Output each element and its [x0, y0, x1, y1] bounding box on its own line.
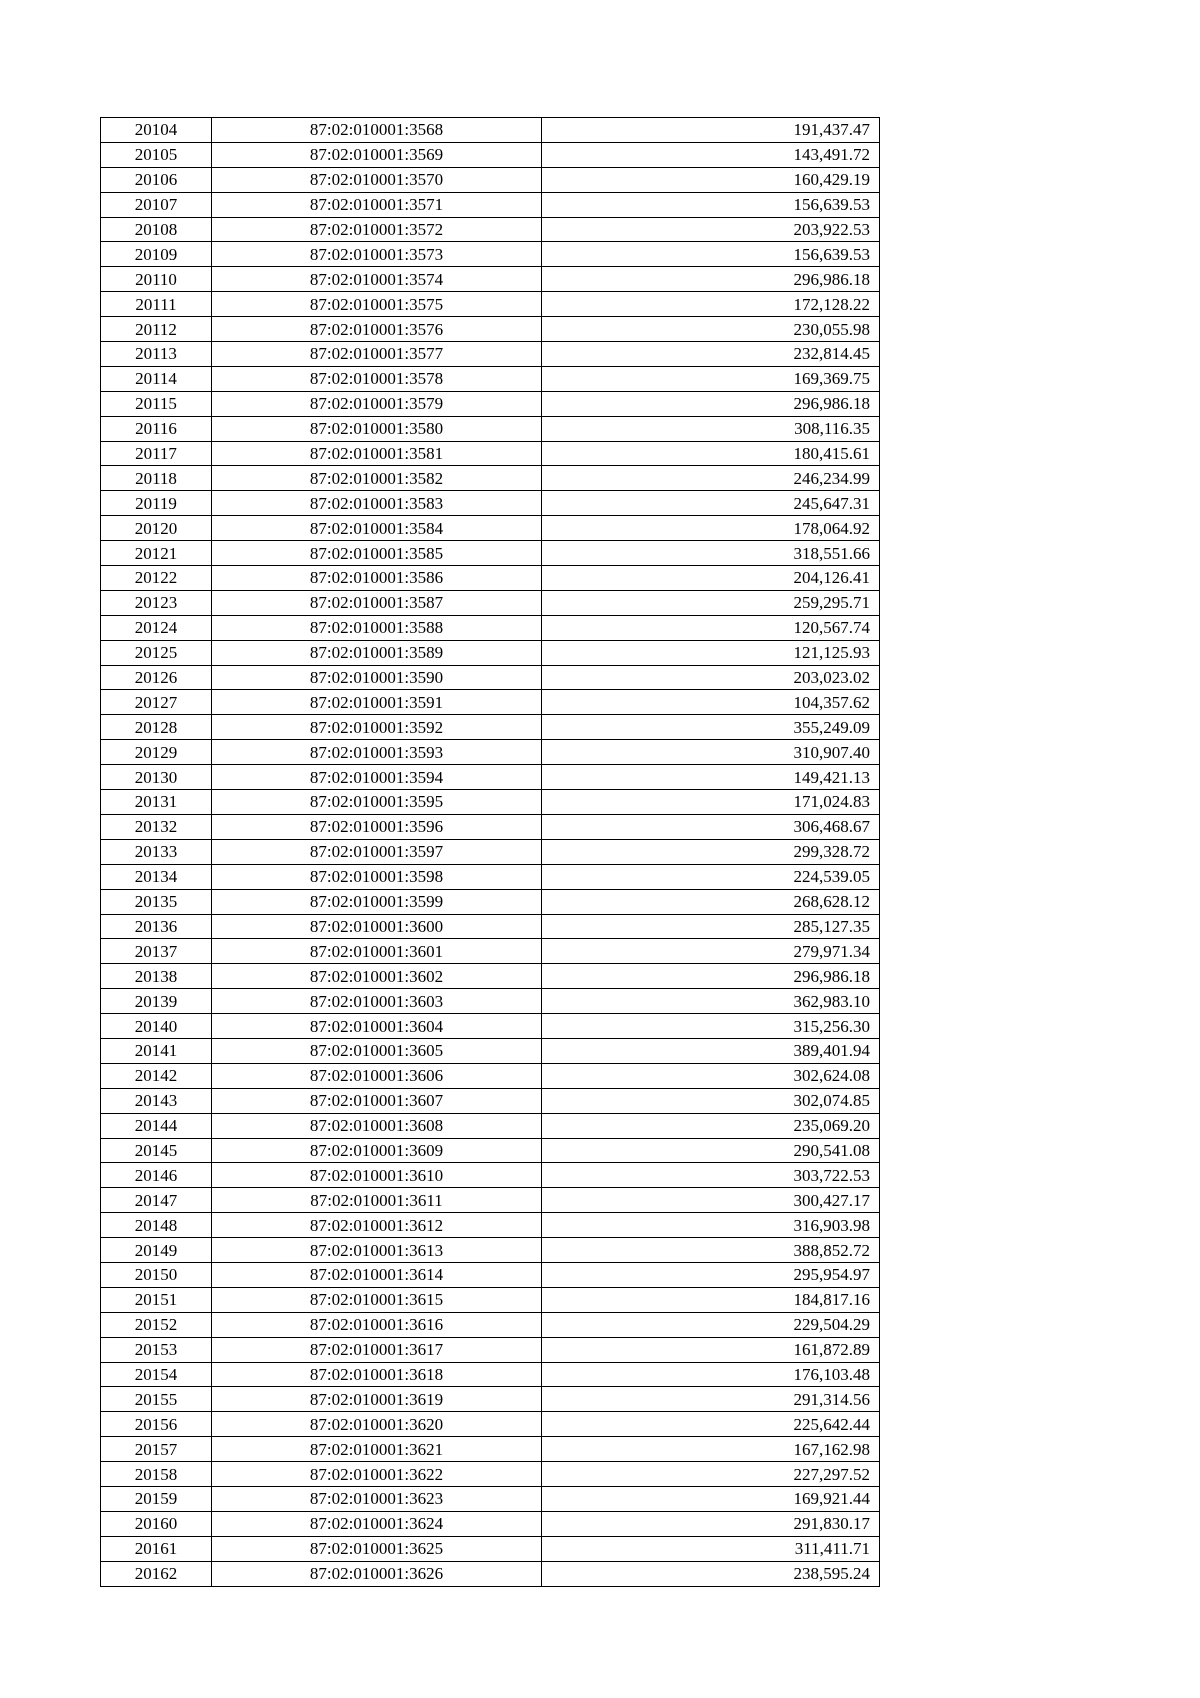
row-number-cell: 20109	[101, 242, 212, 267]
value-cell: 235,069.20	[542, 1113, 880, 1138]
row-number-cell: 20116	[101, 416, 212, 441]
cadastral-number-cell: 87:02:010001:3618	[212, 1362, 542, 1387]
table-row	[101, 217, 880, 242]
cadastral-number-cell: 87:02:010001:3590	[212, 665, 542, 690]
cadastral-number-cell: 87:02:010001:3623	[212, 1486, 542, 1511]
cadastral-number-cell: 87:02:010001:3607	[212, 1088, 542, 1113]
cadastral-number-cell: 87:02:010001:3589	[212, 640, 542, 665]
value-cell: 184,817.16	[542, 1287, 880, 1312]
cadastral-number-cell: 87:02:010001:3579	[212, 391, 542, 416]
table-row	[101, 839, 880, 864]
row-number-cell: 20132	[101, 814, 212, 839]
value-cell: 171,024.83	[542, 790, 880, 815]
table-row	[101, 192, 880, 217]
table-row	[101, 541, 880, 566]
table-row	[101, 864, 880, 889]
value-cell: 156,639.53	[542, 242, 880, 267]
cadastral-number-cell: 87:02:010001:3580	[212, 416, 542, 441]
cadastral-number-cell: 87:02:010001:3570	[212, 167, 542, 192]
row-number-cell: 20154	[101, 1362, 212, 1387]
value-cell: 302,074.85	[542, 1088, 880, 1113]
table-row	[101, 715, 880, 740]
table-row	[101, 317, 880, 342]
row-number-cell: 20105	[101, 142, 212, 167]
table-row	[101, 889, 880, 914]
table-row	[101, 566, 880, 591]
row-number-cell: 20133	[101, 839, 212, 864]
table-row	[101, 1287, 880, 1312]
table-row	[101, 765, 880, 790]
value-cell: 296,986.18	[542, 391, 880, 416]
cadastral-number-cell: 87:02:010001:3591	[212, 690, 542, 715]
value-cell: 180,415.61	[542, 441, 880, 466]
cadastral-number-cell: 87:02:010001:3596	[212, 814, 542, 839]
value-cell: 316,903.98	[542, 1213, 880, 1238]
value-cell: 246,234.99	[542, 466, 880, 491]
row-number-cell: 20137	[101, 939, 212, 964]
row-number-cell: 20111	[101, 292, 212, 317]
value-cell: 178,064.92	[542, 516, 880, 541]
row-number-cell: 20158	[101, 1462, 212, 1487]
table-row	[101, 118, 880, 143]
row-number-cell: 20114	[101, 366, 212, 391]
cadastral-number-cell: 87:02:010001:3576	[212, 317, 542, 342]
row-number-cell: 20149	[101, 1238, 212, 1263]
cadastral-number-cell: 87:02:010001:3586	[212, 566, 542, 591]
cadastral-number-cell: 87:02:010001:3621	[212, 1437, 542, 1462]
table-row	[101, 292, 880, 317]
cadastral-number-cell: 87:02:010001:3592	[212, 715, 542, 740]
value-cell: 388,852.72	[542, 1238, 880, 1263]
value-cell: 121,125.93	[542, 640, 880, 665]
cadastral-number-cell: 87:02:010001:3597	[212, 839, 542, 864]
row-number-cell: 20119	[101, 491, 212, 516]
cadastral-number-cell: 87:02:010001:3585	[212, 541, 542, 566]
cadastral-number-cell: 87:02:010001:3626	[212, 1561, 542, 1586]
cadastral-number-cell: 87:02:010001:3605	[212, 1038, 542, 1063]
table-row	[101, 1536, 880, 1561]
row-number-cell: 20113	[101, 342, 212, 367]
row-number-cell: 20131	[101, 790, 212, 815]
value-cell: 295,954.97	[542, 1262, 880, 1287]
table-row	[101, 1188, 880, 1213]
row-number-cell: 20161	[101, 1536, 212, 1561]
row-number-cell: 20155	[101, 1387, 212, 1412]
cadastral-number-cell: 87:02:010001:3577	[212, 342, 542, 367]
cadastral-number-cell: 87:02:010001:3573	[212, 242, 542, 267]
value-cell: 259,295.71	[542, 590, 880, 615]
value-cell: 229,504.29	[542, 1312, 880, 1337]
value-cell: 308,116.35	[542, 416, 880, 441]
row-number-cell: 20125	[101, 640, 212, 665]
cadastral-number-cell: 87:02:010001:3582	[212, 466, 542, 491]
cadastral-number-cell: 87:02:010001:3608	[212, 1113, 542, 1138]
cadastral-number-cell: 87:02:010001:3574	[212, 267, 542, 292]
table-row	[101, 167, 880, 192]
row-number-cell: 20143	[101, 1088, 212, 1113]
row-number-cell: 20144	[101, 1113, 212, 1138]
cadastral-number-cell: 87:02:010001:3614	[212, 1262, 542, 1287]
value-cell: 245,647.31	[542, 491, 880, 516]
value-cell: 299,328.72	[542, 839, 880, 864]
value-cell: 160,429.19	[542, 167, 880, 192]
cadastral-number-cell: 87:02:010001:3615	[212, 1287, 542, 1312]
row-number-cell: 20117	[101, 441, 212, 466]
value-cell: 285,127.35	[542, 914, 880, 939]
row-number-cell: 20146	[101, 1163, 212, 1188]
cadastral-number-cell: 87:02:010001:3588	[212, 615, 542, 640]
value-cell: 224,539.05	[542, 864, 880, 889]
row-number-cell: 20126	[101, 665, 212, 690]
row-number-cell: 20128	[101, 715, 212, 740]
row-number-cell: 20106	[101, 167, 212, 192]
row-number-cell: 20104	[101, 118, 212, 143]
cadastral-number-cell: 87:02:010001:3625	[212, 1536, 542, 1561]
cadastral-number-cell: 87:02:010001:3587	[212, 590, 542, 615]
row-number-cell: 20124	[101, 615, 212, 640]
value-cell: 290,541.08	[542, 1138, 880, 1163]
cadastral-number-cell: 87:02:010001:3604	[212, 1014, 542, 1039]
table-row	[101, 939, 880, 964]
row-number-cell: 20147	[101, 1188, 212, 1213]
value-cell: 169,369.75	[542, 366, 880, 391]
cadastral-number-cell: 87:02:010001:3568	[212, 118, 542, 143]
value-cell: 291,314.56	[542, 1387, 880, 1412]
value-cell: 279,971.34	[542, 939, 880, 964]
value-cell: 268,628.12	[542, 889, 880, 914]
value-cell: 362,983.10	[542, 989, 880, 1014]
cadastral-number-cell: 87:02:010001:3624	[212, 1511, 542, 1536]
table-row	[101, 914, 880, 939]
value-cell: 311,411.71	[542, 1536, 880, 1561]
value-cell: 306,468.67	[542, 814, 880, 839]
table-row	[101, 491, 880, 516]
row-number-cell: 20139	[101, 989, 212, 1014]
table-row	[101, 391, 880, 416]
value-cell: 161,872.89	[542, 1337, 880, 1362]
cadastral-number-cell: 87:02:010001:3593	[212, 740, 542, 765]
records-table-body	[101, 118, 880, 1587]
row-number-cell: 20118	[101, 466, 212, 491]
value-cell: 355,249.09	[542, 715, 880, 740]
cadastral-number-cell: 87:02:010001:3601	[212, 939, 542, 964]
value-cell: 291,830.17	[542, 1511, 880, 1536]
value-cell: 176,103.48	[542, 1362, 880, 1387]
row-number-cell: 20120	[101, 516, 212, 541]
value-cell: 104,357.62	[542, 690, 880, 715]
value-cell: 296,986.18	[542, 964, 880, 989]
value-cell: 232,814.45	[542, 342, 880, 367]
row-number-cell: 20134	[101, 864, 212, 889]
cadastral-number-cell: 87:02:010001:3569	[212, 142, 542, 167]
table-row	[101, 1511, 880, 1536]
table-row	[101, 615, 880, 640]
row-number-cell: 20148	[101, 1213, 212, 1238]
row-number-cell: 20127	[101, 690, 212, 715]
value-cell: 120,567.74	[542, 615, 880, 640]
row-number-cell: 20136	[101, 914, 212, 939]
table-row	[101, 1063, 880, 1088]
table-row	[101, 1312, 880, 1337]
value-cell: 227,297.52	[542, 1462, 880, 1487]
value-cell: 310,907.40	[542, 740, 880, 765]
row-number-cell: 20141	[101, 1038, 212, 1063]
row-number-cell: 20156	[101, 1412, 212, 1437]
table-row	[101, 640, 880, 665]
table-row	[101, 516, 880, 541]
table-row	[101, 964, 880, 989]
value-cell: 203,922.53	[542, 217, 880, 242]
cadastral-number-cell: 87:02:010001:3603	[212, 989, 542, 1014]
row-number-cell: 20152	[101, 1312, 212, 1337]
table-row	[101, 1462, 880, 1487]
cadastral-number-cell: 87:02:010001:3584	[212, 516, 542, 541]
value-cell: 296,986.18	[542, 267, 880, 292]
row-number-cell: 20153	[101, 1337, 212, 1362]
row-number-cell: 20129	[101, 740, 212, 765]
value-cell: 143,491.72	[542, 142, 880, 167]
table-row	[101, 1213, 880, 1238]
row-number-cell: 20110	[101, 267, 212, 292]
table-row	[101, 665, 880, 690]
table-row	[101, 441, 880, 466]
cadastral-number-cell: 87:02:010001:3620	[212, 1412, 542, 1437]
row-number-cell: 20160	[101, 1511, 212, 1536]
table-row	[101, 267, 880, 292]
cadastral-number-cell: 87:02:010001:3595	[212, 790, 542, 815]
cadastral-number-cell: 87:02:010001:3606	[212, 1063, 542, 1088]
table-row	[101, 242, 880, 267]
cadastral-number-cell: 87:02:010001:3578	[212, 366, 542, 391]
row-number-cell: 20121	[101, 541, 212, 566]
table-row	[101, 416, 880, 441]
cadastral-number-cell: 87:02:010001:3594	[212, 765, 542, 790]
table-row	[101, 814, 880, 839]
cadastral-number-cell: 87:02:010001:3612	[212, 1213, 542, 1238]
row-number-cell: 20159	[101, 1486, 212, 1511]
value-cell: 238,595.24	[542, 1561, 880, 1586]
row-number-cell: 20115	[101, 391, 212, 416]
value-cell: 203,023.02	[542, 665, 880, 690]
cadastral-number-cell: 87:02:010001:3611	[212, 1188, 542, 1213]
row-number-cell: 20162	[101, 1561, 212, 1586]
table-row	[101, 1138, 880, 1163]
row-number-cell: 20138	[101, 964, 212, 989]
row-number-cell: 20123	[101, 590, 212, 615]
value-cell: 302,624.08	[542, 1063, 880, 1088]
row-number-cell: 20150	[101, 1262, 212, 1287]
value-cell: 191,437.47	[542, 118, 880, 143]
row-number-cell: 20145	[101, 1138, 212, 1163]
value-cell: 318,551.66	[542, 541, 880, 566]
cadastral-number-cell: 87:02:010001:3598	[212, 864, 542, 889]
table-row	[101, 989, 880, 1014]
table-row	[101, 1262, 880, 1287]
table-row	[101, 740, 880, 765]
cadastral-number-cell: 87:02:010001:3572	[212, 217, 542, 242]
value-cell: 156,639.53	[542, 192, 880, 217]
row-number-cell: 20130	[101, 765, 212, 790]
value-cell: 389,401.94	[542, 1038, 880, 1063]
cadastral-number-cell: 87:02:010001:3600	[212, 914, 542, 939]
value-cell: 225,642.44	[542, 1412, 880, 1437]
table-row	[101, 1387, 880, 1412]
table-row	[101, 690, 880, 715]
table-row	[101, 1561, 880, 1586]
row-number-cell: 20108	[101, 217, 212, 242]
table-row	[101, 1437, 880, 1462]
cadastral-number-cell: 87:02:010001:3613	[212, 1238, 542, 1263]
row-number-cell: 20122	[101, 566, 212, 591]
table-row	[101, 1412, 880, 1437]
table-row	[101, 1088, 880, 1113]
value-cell: 149,421.13	[542, 765, 880, 790]
value-cell: 300,427.17	[542, 1188, 880, 1213]
value-cell: 315,256.30	[542, 1014, 880, 1039]
table-row	[101, 342, 880, 367]
cadastral-number-cell: 87:02:010001:3622	[212, 1462, 542, 1487]
value-cell: 172,128.22	[542, 292, 880, 317]
cadastral-number-cell: 87:02:010001:3616	[212, 1312, 542, 1337]
table-row	[101, 1486, 880, 1511]
records-table	[100, 117, 880, 1587]
cadastral-number-cell: 87:02:010001:3581	[212, 441, 542, 466]
row-number-cell: 20135	[101, 889, 212, 914]
table-row	[101, 466, 880, 491]
value-cell: 169,921.44	[542, 1486, 880, 1511]
value-cell: 230,055.98	[542, 317, 880, 342]
cadastral-number-cell: 87:02:010001:3619	[212, 1387, 542, 1412]
cadastral-number-cell: 87:02:010001:3599	[212, 889, 542, 914]
table-row	[101, 1238, 880, 1263]
cadastral-number-cell: 87:02:010001:3610	[212, 1163, 542, 1188]
table-row	[101, 590, 880, 615]
table-row	[101, 1362, 880, 1387]
value-cell: 167,162.98	[542, 1437, 880, 1462]
cadastral-number-cell: 87:02:010001:3602	[212, 964, 542, 989]
row-number-cell: 20142	[101, 1063, 212, 1088]
cadastral-number-cell: 87:02:010001:3571	[212, 192, 542, 217]
row-number-cell: 20157	[101, 1437, 212, 1462]
cadastral-number-cell: 87:02:010001:3609	[212, 1138, 542, 1163]
table-row	[101, 366, 880, 391]
table-row	[101, 1014, 880, 1039]
row-number-cell: 20107	[101, 192, 212, 217]
value-cell: 303,722.53	[542, 1163, 880, 1188]
table-row	[101, 1113, 880, 1138]
table-row	[101, 1163, 880, 1188]
row-number-cell: 20112	[101, 317, 212, 342]
table-row	[101, 1038, 880, 1063]
table-row	[101, 1337, 880, 1362]
row-number-cell: 20140	[101, 1014, 212, 1039]
cadastral-number-cell: 87:02:010001:3575	[212, 292, 542, 317]
row-number-cell: 20151	[101, 1287, 212, 1312]
cadastral-number-cell: 87:02:010001:3617	[212, 1337, 542, 1362]
value-cell: 204,126.41	[542, 566, 880, 591]
cadastral-number-cell: 87:02:010001:3583	[212, 491, 542, 516]
table-row	[101, 790, 880, 815]
table-row	[101, 142, 880, 167]
